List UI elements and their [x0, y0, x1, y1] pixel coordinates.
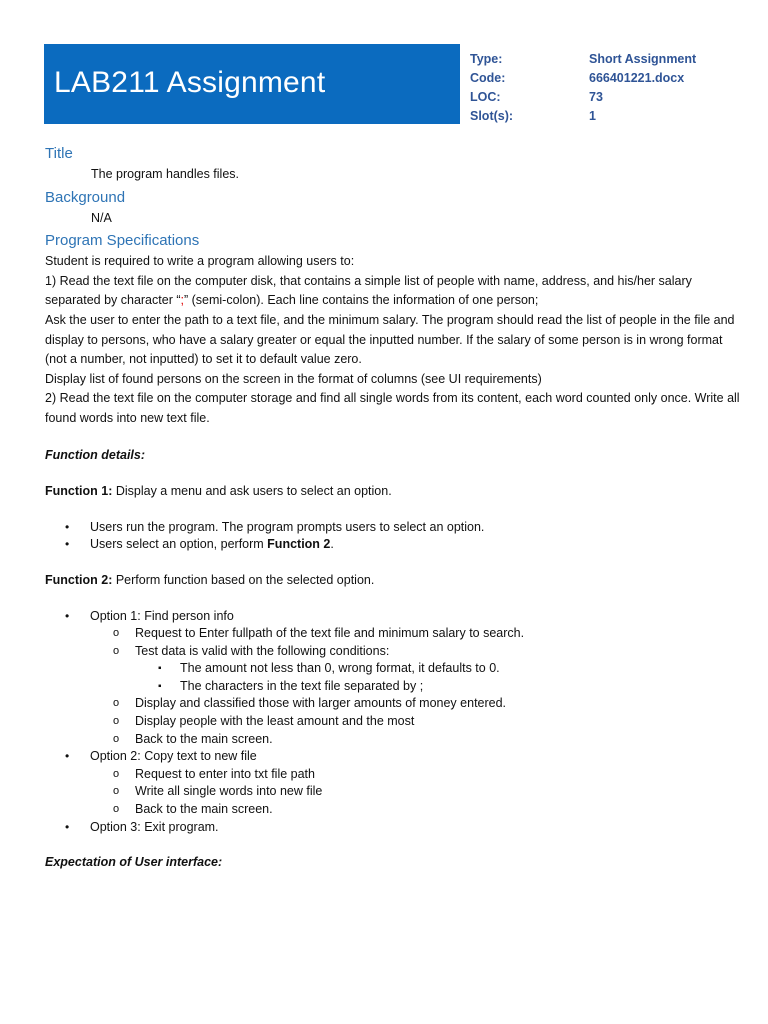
spacer — [45, 591, 745, 608]
meta-labels — [470, 50, 513, 126]
function2-line — [45, 571, 745, 591]
function2-text: Perform function based on the selected option. — [112, 572, 375, 587]
spec-ask-user: Ask the user to enter the path to a text file, and the minimum salary. The program should read the list of people in the file and display to persons, who have a salary greater or equal the inputted number. If the salary of some person is in wrong format (not a number, not inputted) to set it to default value zero. — [45, 312, 735, 367]
condition-item: ▪ The amount not less than 0, wrong format, it defaults to 0. — [45, 660, 745, 678]
list-item — [45, 536, 745, 554]
meta-loc-label: LOC: — [470, 90, 501, 104]
spec-item-1-text: 1) Read the text file on the computer disk, that contains a simple list of people with name, address, and his/her salary separated by character “ — [45, 273, 692, 308]
spacer — [45, 836, 745, 853]
spacer — [45, 429, 745, 446]
list-item: o Back to the main screen. — [45, 801, 745, 819]
list-item: • Users run the program. The program prompts users to select an option. — [45, 519, 745, 537]
function-details-heading: Function details: — [45, 447, 145, 462]
title-text: The program handles files. — [91, 167, 239, 181]
condition-item: ▪ The characters in the text file separated by ; — [45, 678, 745, 696]
list-item: o Request to enter into txt file path — [45, 766, 745, 784]
document-body — [45, 143, 745, 873]
function1-text: Display a menu and ask users to select an option. — [112, 484, 392, 499]
meta-slots-value: 1 — [589, 109, 596, 123]
list-item-text: Users select an option, perform — [90, 537, 268, 552]
list-item: o Test data is valid with the following conditions: — [45, 643, 745, 661]
function1-line — [45, 482, 745, 502]
title-banner — [44, 44, 460, 124]
meta-code-label: Code: — [470, 71, 506, 85]
meta-slots-label: Slot(s): — [470, 109, 514, 123]
spec-item-2: 2) Read the text file on the computer storage and find all single words from its content, each word counted only once. Write all found words into new text file. — [45, 391, 740, 425]
spacer — [45, 554, 745, 571]
meta-values — [589, 50, 696, 126]
document-title: LAB211 Assignment — [54, 66, 326, 99]
spec-display-list: Display list of found persons on the screen in the format of columns (see UI requirements) — [45, 371, 542, 386]
function2-ref: Function 2 — [267, 537, 331, 552]
spec-item-1-tail: ” (semi-colon). Each line contains the information of one person; — [183, 293, 539, 308]
title-heading: Title — [45, 145, 73, 162]
meta-loc-value: 73 — [589, 90, 603, 104]
spec-heading: Program Specifications — [45, 232, 200, 250]
spacer — [45, 465, 745, 482]
spec-item-1 — [45, 272, 745, 311]
background-heading: Background — [45, 188, 126, 206]
meta-type-label: Type: — [470, 52, 503, 66]
option3-item: • Option 3: Exit program. — [45, 819, 745, 837]
option2-item: • Option 2: Copy text to new file — [45, 748, 745, 766]
list-item: o Display and classified those with larger amounts of money entered. — [45, 695, 745, 713]
ui-expectation-heading: Expectation of User interface: — [45, 855, 223, 870]
meta-code-value: 666401221.docx — [589, 71, 685, 85]
list-item: o Write all single words into new file — [45, 783, 745, 801]
spacer — [45, 502, 745, 519]
background-text: N/A — [91, 210, 112, 225]
list-item: o Request to Enter fullpath of the text file and minimum salary to search. — [45, 625, 745, 643]
list-item: o Back to the main screen. — [45, 731, 745, 749]
option1-item: • Option 1: Find person info — [45, 608, 745, 626]
spec-intro: Student is required to write a program allowing users to: — [45, 254, 355, 269]
function1-list — [45, 519, 745, 554]
meta-type-value: Short Assignment — [589, 52, 697, 66]
period: . — [330, 537, 334, 552]
semicolon-char: ; — [180, 293, 184, 308]
function2-list — [45, 608, 745, 837]
function2-label: Function 2: — [45, 572, 113, 587]
list-item: o Display people with the least amount and the most — [45, 713, 745, 731]
function1-label: Function 1: — [45, 484, 113, 499]
